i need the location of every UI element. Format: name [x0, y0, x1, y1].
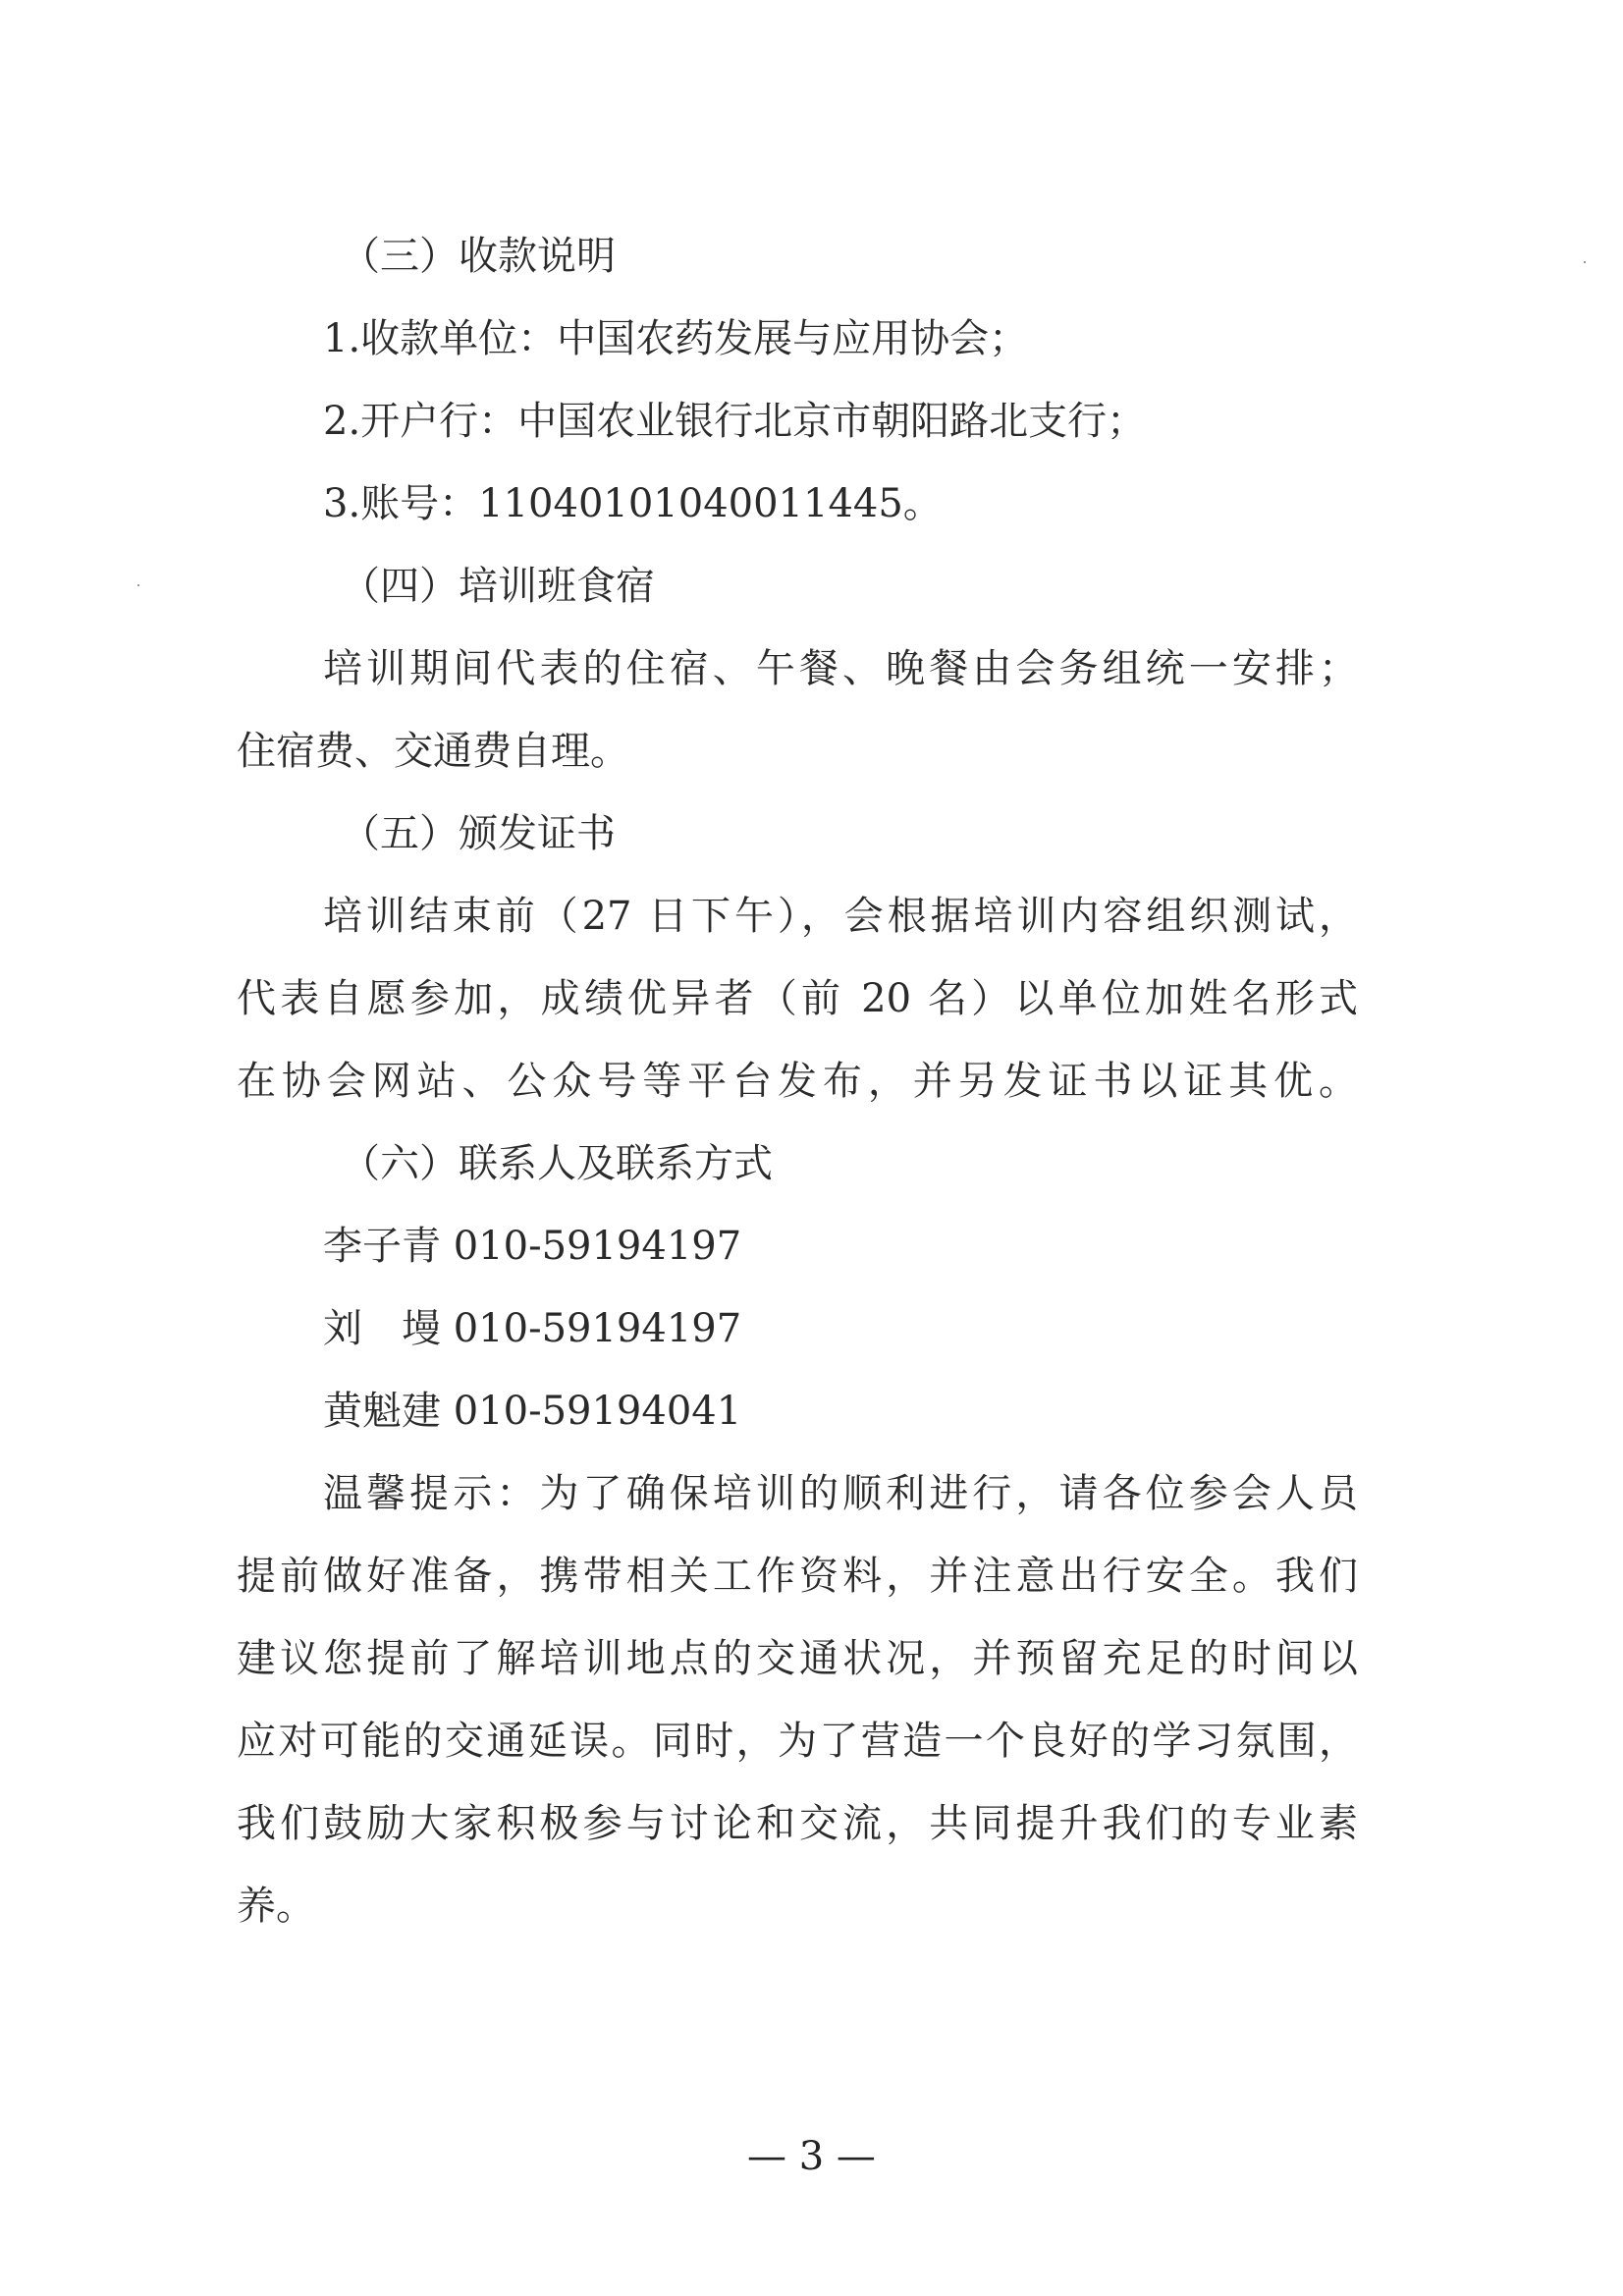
contact-name: 刘 墁 — [323, 1306, 441, 1351]
section-heading-payment: （三）收款说明 — [341, 234, 616, 279]
reminder-text-line: 我们鼓励大家积极参与讨论和交流，共同提升我们的专业素 — [237, 1801, 1358, 1846]
certificate-text-line: 代表自愿参加，成绩优异者（前 20 名）以单位加姓名形式 — [237, 976, 1358, 1021]
certificate-text-line: 在协会网站、公众号等平台发布，并另发证书以证其优。 — [237, 1059, 1358, 1104]
reminder-text-line: 提前做好准备，携带相关工作资料，并注意出行安全。我们 — [237, 1554, 1358, 1599]
contact-row — [323, 1384, 741, 1439]
payment-item-bank: 2.开户行：中国农业银行北京市朝阳路北支行； — [323, 399, 1147, 444]
lodging-text-line: 住宿费、交通费自理。 — [237, 729, 629, 774]
page-number: — 3 — — [747, 2134, 876, 2179]
scan-speck — [137, 584, 139, 586]
contact-phone: 010-59194197 — [453, 1306, 742, 1351]
contact-row — [323, 1219, 741, 1274]
scan-speck — [1584, 261, 1586, 263]
reminder-text-line: 建议您提前了解培训地点的交通状况，并预留充足的时间以 — [237, 1636, 1358, 1681]
reminder-text-line: 应对可能的交通延误。同时，为了营造一个良好的学习氛围， — [237, 1719, 1358, 1764]
lodging-text-line: 培训期间代表的住宿、午餐、晚餐由会务组统一安排； — [323, 646, 1358, 691]
reminder-text-line: 温馨提示：为了确保培训的顺利进行，请各位参会人员 — [323, 1471, 1358, 1516]
payment-item-account: 3.账号：11040101040011445。 — [323, 481, 943, 526]
contact-phone: 010-59194197 — [453, 1224, 742, 1269]
payment-item-payee: 1.收款单位：中国农药发展与应用协会； — [323, 316, 1029, 361]
certificate-text-line: 培训结束前（27 日下午），会根据培训内容组织测试， — [323, 894, 1358, 939]
contact-name: 黄魁建 — [323, 1389, 441, 1434]
section-heading-certificate: （五）颁发证书 — [341, 811, 616, 856]
section-heading-contacts: （六）联系人及联系方式 — [341, 1141, 773, 1186]
contact-row — [323, 1301, 741, 1356]
section-heading-lodging: （四）培训班食宿 — [341, 564, 655, 609]
contact-phone: 010-59194041 — [453, 1389, 742, 1434]
contact-name: 李子青 — [323, 1224, 441, 1269]
reminder-text-line: 养。 — [237, 1884, 315, 1929]
